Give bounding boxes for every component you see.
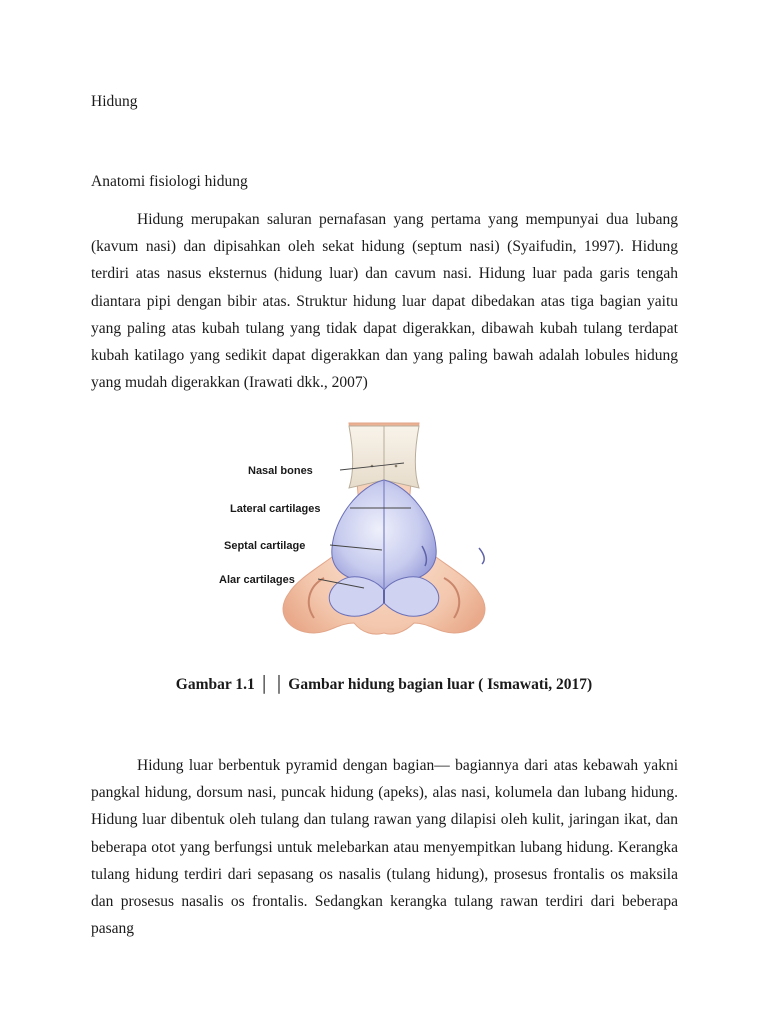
section-heading: Anatomi fisiologi hidung <box>91 173 248 190</box>
nose-anatomy-illustration <box>214 418 554 643</box>
label-lateral-cartilages: Lateral cartilages <box>230 503 321 515</box>
label-nasal-bones: Nasal bones <box>248 465 313 477</box>
document-title: Hidung <box>91 93 138 110</box>
label-septal-cartilage: Septal cartilage <box>224 540 306 552</box>
paragraph-anatomy-intro: Hidung merupakan saluran pernafasan yang pertama yang mempunyai dua lubang (kavum nasi) dan dipisahkan oleh sekat hidung (septum nasi) (Syaifudin, 1997). Hidung terdiri atas nasus eksternus (hidung luar) dan cavum nasi. Hidung luar pada garis tengah diantara pipi dengan bibir atas. Struktur hidung luar dapat dibedakan atas tiga bagian yaitu yang paling atas kubah tulang yang tidak dapat digerakkan, dibawah kubah tulang terdapat kubah katilago yang sedikit dapat digerakkan dan yang paling bawah adalah lobules hidung yang mudah digerakkan (Irawati dkk., 2007) <box>91 211 678 392</box>
figure-caption: Gambar 1.1 │ │ Gambar hidung bagian luar ( Ismawati, 2017) <box>175 676 593 693</box>
paragraph-external-nose: Hidung luar berbentuk pyramid dengan bagian— bagiannya dari atas kebawah yakni pangkal hidung, dorsum nasi, puncak hidung (apeks), alas nasi, kolumela dan lubang hidung. Hidung luar dibentuk oleh tulang dan tulang rawan yang dilapisi oleh kulit, jaringan ikat, dan beberapa otot yang berfungsi untuk melebarkan atau menyempitkan lubang hidung. Kerangka tulang hidung terdiri dari sepasang os nasalis (tulang hidung), prosesus frontalis os maksila dan prosesus nasalis os frontalis. Sedangkan kerangka tulang rawan terdiri dari beberapa pasang <box>91 757 678 938</box>
label-alar-cartilages: Alar cartilages <box>219 574 295 586</box>
nose-anatomy-figure <box>214 418 554 643</box>
